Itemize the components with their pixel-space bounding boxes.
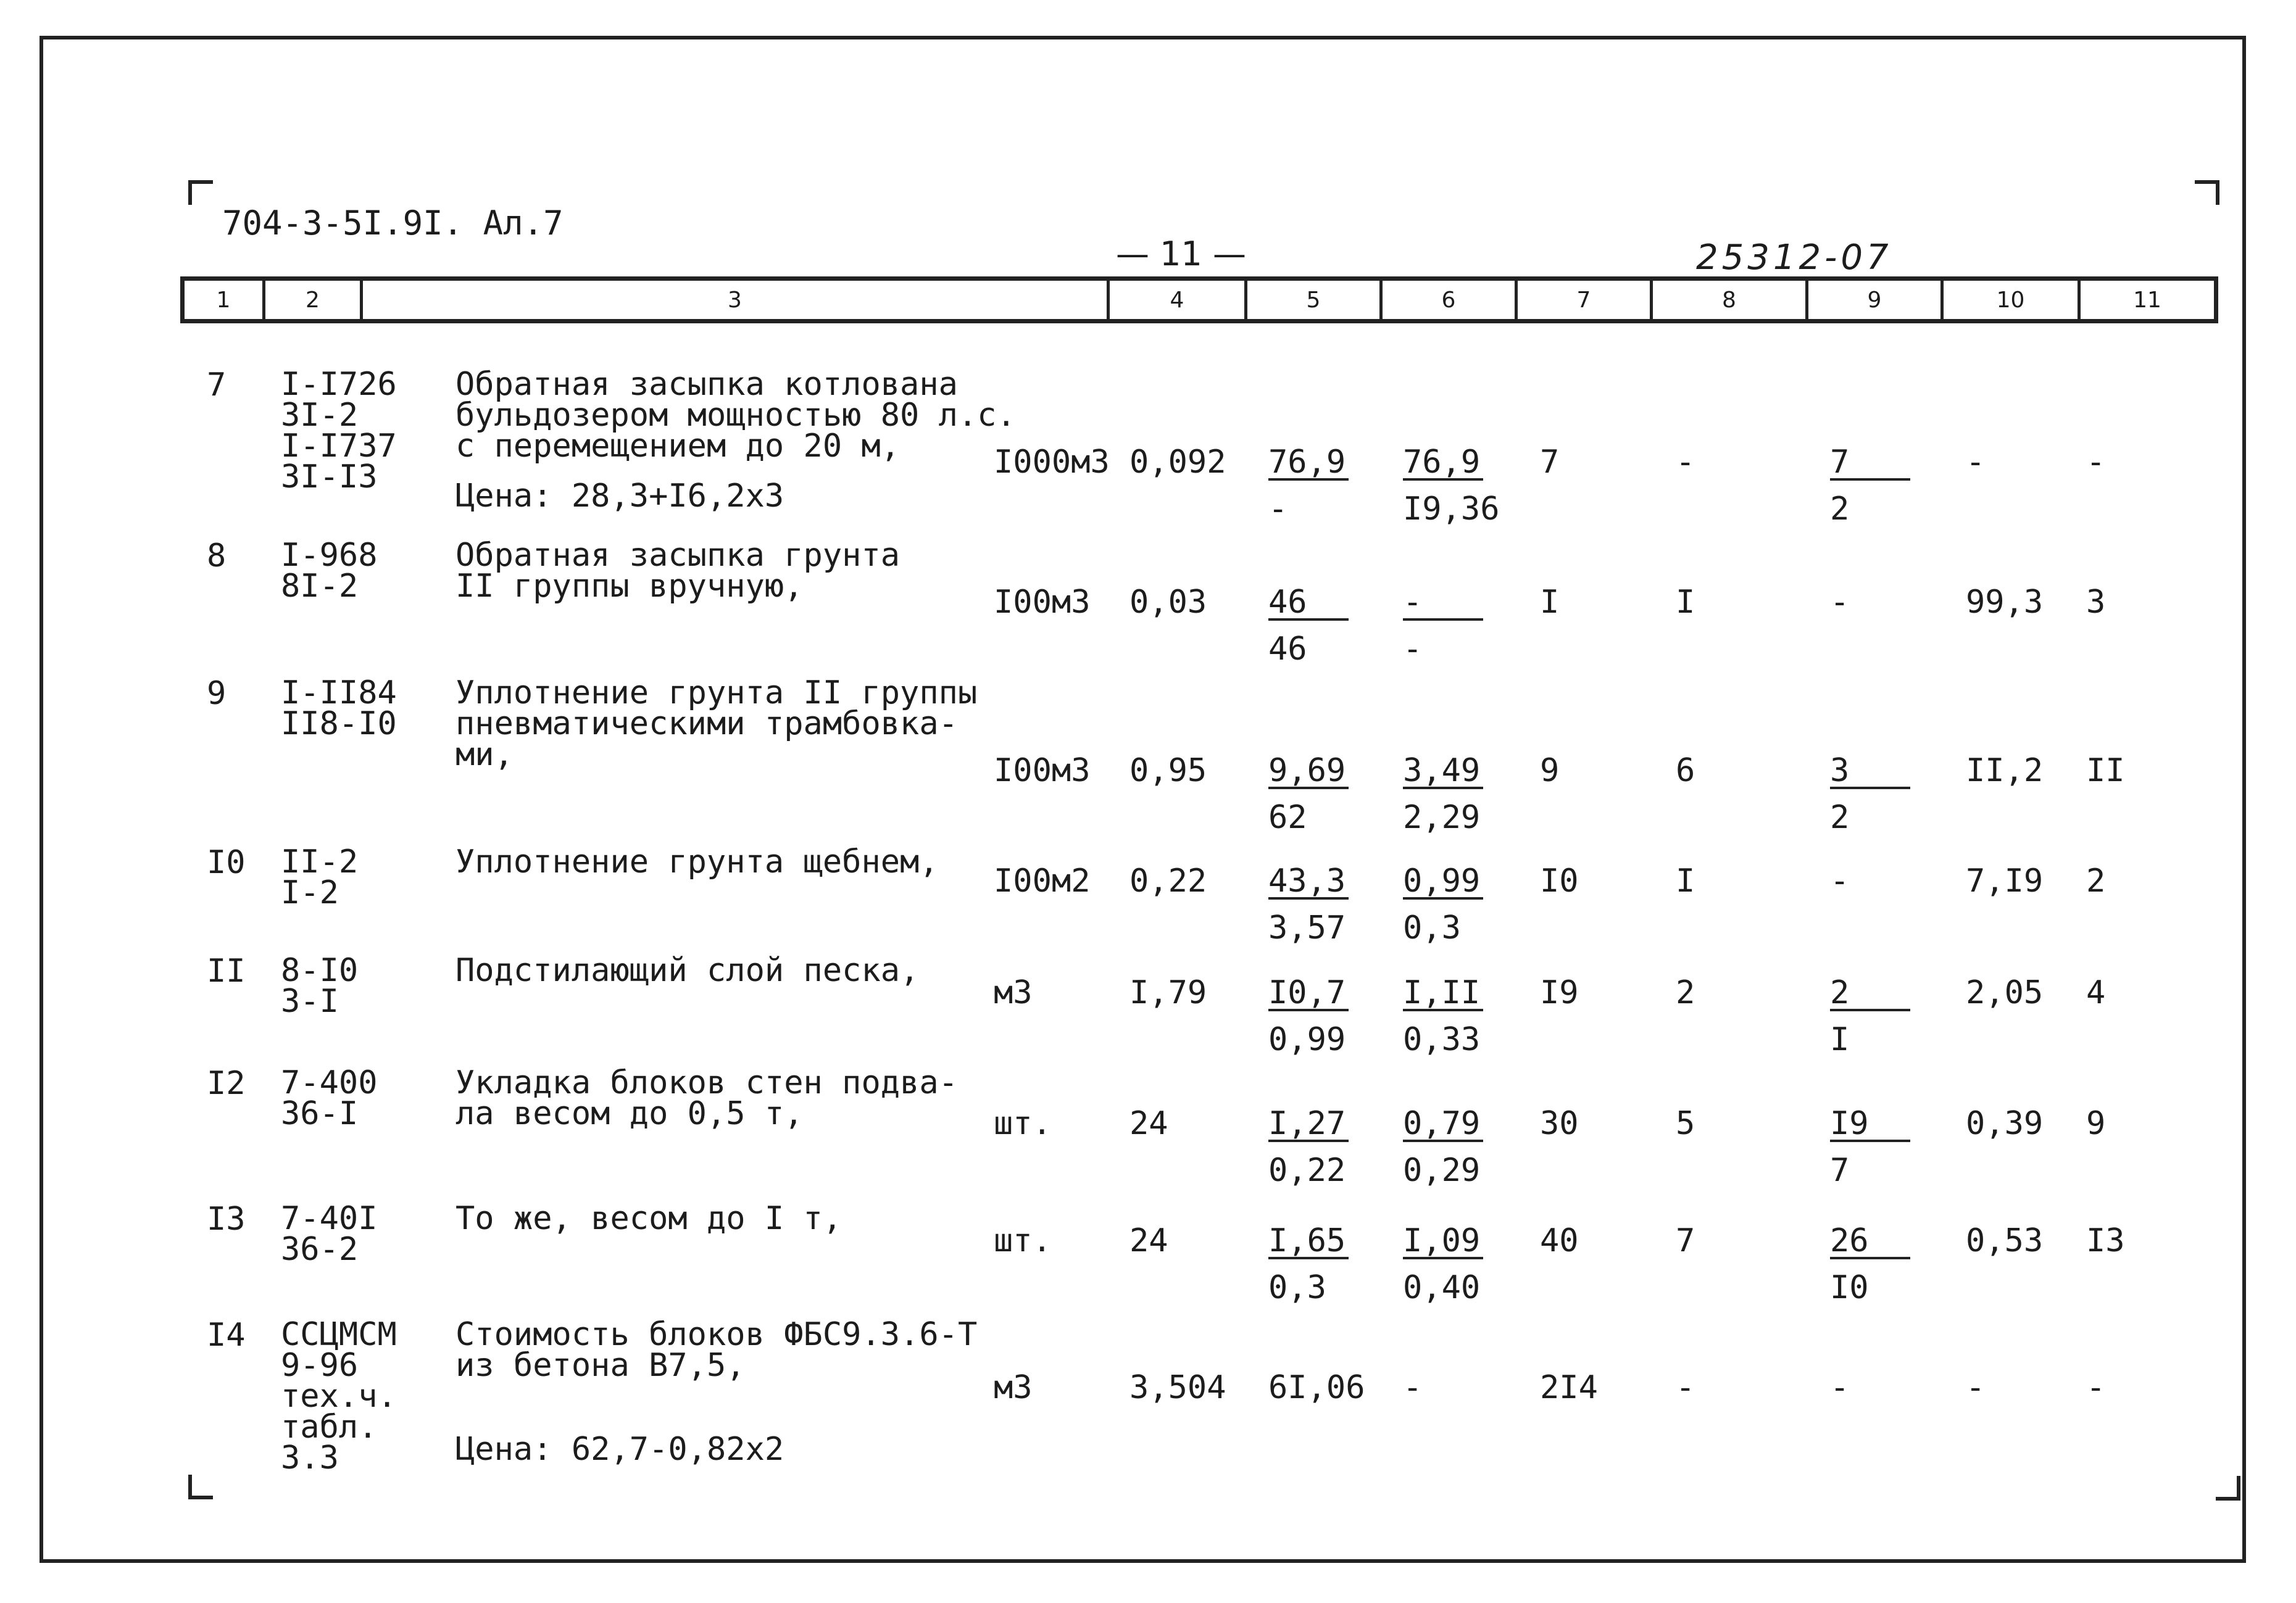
fraction-value xyxy=(1268,1369,1365,1406)
fraction-numerator: 9,69 xyxy=(1268,755,1349,789)
quantity: I,79 xyxy=(1129,974,1207,1011)
fraction-numerator: 46 xyxy=(1268,586,1349,621)
column-header: 6 xyxy=(1379,281,1515,319)
row-number: 9 xyxy=(207,675,227,712)
fraction-numerator: - xyxy=(1403,1369,1423,1406)
fraction-numerator: 26 xyxy=(1830,1225,1910,1259)
fraction-denominator: 2 xyxy=(1830,799,1850,836)
fraction-numerator: 0,99 xyxy=(1403,865,1483,900)
corner-mark-top-left xyxy=(188,180,213,205)
quantity: 0,95 xyxy=(1129,752,1207,789)
quantity: 0,092 xyxy=(1129,444,1226,481)
fraction-denominator: 0,40 xyxy=(1403,1269,1481,1306)
row-number: I2 xyxy=(207,1065,246,1102)
unit-of-measure: шт. xyxy=(994,1105,1052,1142)
quantity: 24 xyxy=(1129,1222,1168,1259)
work-description: То же, весом до I т, xyxy=(455,1200,842,1237)
corner-mark-bottom-left xyxy=(188,1475,213,1499)
row-number: I0 xyxy=(207,844,246,881)
column-11-value: 3 xyxy=(2086,584,2106,621)
row-number: 7 xyxy=(207,367,227,404)
fraction-numerator: I0,7 xyxy=(1268,977,1349,1011)
fraction-denominator: I xyxy=(1830,1021,1850,1058)
column-header: 7 xyxy=(1515,281,1650,319)
column-10-value: 2,05 xyxy=(1966,974,2044,1011)
fraction-value xyxy=(1830,584,1850,621)
fraction-numerator: 3,49 xyxy=(1403,755,1483,789)
fraction-denominator: 3,57 xyxy=(1268,909,1346,946)
fraction-denominator: - xyxy=(1403,631,1423,668)
fraction-numerator: 6I,06 xyxy=(1268,1369,1365,1406)
fraction-value xyxy=(1830,974,1910,1058)
corner-mark-top-right xyxy=(2195,180,2219,205)
row-number: I4 xyxy=(207,1317,246,1354)
row-number: I3 xyxy=(207,1201,246,1238)
fraction-value xyxy=(1403,974,1483,1058)
column-11-value: I3 xyxy=(2086,1222,2125,1259)
quantity: 0,03 xyxy=(1129,584,1207,621)
fraction-value xyxy=(1403,752,1483,836)
column-7-value: 2I4 xyxy=(1540,1369,1598,1406)
fraction-value xyxy=(1830,444,1910,528)
fraction-denominator: - xyxy=(1268,491,1288,528)
work-description: Обратная засыпка грунта II группы вручную, xyxy=(455,537,901,605)
column-header: 10 xyxy=(1940,281,2078,319)
column-header: 3 xyxy=(360,281,1107,319)
column-7-value: 9 xyxy=(1540,752,1560,789)
column-7-value: I0 xyxy=(1540,863,1579,900)
fraction-numerator: I,09 xyxy=(1403,1225,1483,1259)
fraction-numerator: I,27 xyxy=(1268,1108,1349,1142)
fraction-numerator: 43,3 xyxy=(1268,865,1349,900)
row-number: 8 xyxy=(207,537,227,574)
unit-of-measure: шт. xyxy=(994,1222,1052,1259)
fraction-numerator: 0,79 xyxy=(1403,1108,1483,1142)
fraction-value xyxy=(1268,974,1349,1058)
column-header: 2 xyxy=(262,281,360,319)
column-7-value: I xyxy=(1540,584,1560,621)
fraction-value xyxy=(1268,584,1349,668)
fraction-value xyxy=(1403,1105,1483,1189)
fraction-value xyxy=(1268,1105,1349,1189)
fraction-numerator: 3 xyxy=(1830,755,1910,789)
column-8-value: - xyxy=(1676,1369,1695,1406)
column-11-value: - xyxy=(2086,1369,2106,1406)
column-7-value: 40 xyxy=(1540,1222,1579,1259)
work-description: Укладка блоков стен подва- ла весом до 0,5 т, xyxy=(455,1064,958,1132)
norm-code: 7-40I 36-2 xyxy=(281,1200,378,1268)
column-header: 11 xyxy=(2078,281,2214,319)
column-8-value: I xyxy=(1676,584,1695,621)
column-7-value: 30 xyxy=(1540,1105,1579,1142)
unit-of-measure: I00м3 xyxy=(994,752,1091,789)
column-10-value: 7,I9 xyxy=(1966,863,2044,900)
price-formula: Цена: 62,7-0,82x2 xyxy=(455,1431,784,1468)
fraction-numerator: 7 xyxy=(1830,446,1910,481)
fraction-denominator: I9,36 xyxy=(1403,491,1500,528)
fraction-denominator: 0,3 xyxy=(1268,1269,1326,1306)
column-11-value: 2 xyxy=(2086,863,2106,900)
column-header: 8 xyxy=(1650,281,1805,319)
fraction-numerator: 2 xyxy=(1830,977,1910,1011)
fraction-denominator: 0,22 xyxy=(1268,1152,1346,1189)
fraction-denominator: 7 xyxy=(1830,1152,1850,1189)
work-description: Уплотнение грунта II группы пневматическими трамбовка- ми, xyxy=(455,674,978,773)
fraction-denominator: 2 xyxy=(1830,491,1850,528)
column-8-value: 5 xyxy=(1676,1105,1695,1142)
fraction-value xyxy=(1403,863,1483,946)
column-10-value: 0,39 xyxy=(1966,1105,2044,1142)
fraction-value xyxy=(1830,1222,1910,1306)
fraction-numerator: - xyxy=(1830,863,1850,900)
norm-code: 8-I0 3-I xyxy=(281,952,359,1020)
work-description: Уплотнение грунта щебнем, xyxy=(455,843,939,880)
norm-code: II-2 I-2 xyxy=(281,843,359,911)
fraction-denominator: I0 xyxy=(1830,1269,1869,1306)
column-8-value: 2 xyxy=(1676,974,1695,1011)
fraction-value xyxy=(1403,1222,1483,1306)
fraction-value xyxy=(1268,1222,1349,1306)
fraction-value xyxy=(1830,863,1850,900)
column-header: 4 xyxy=(1107,281,1244,319)
fraction-value xyxy=(1403,584,1483,668)
fraction-denominator: 0,29 xyxy=(1403,1152,1481,1189)
fraction-numerator: - xyxy=(1403,586,1483,621)
norm-code: 7-400 36-I xyxy=(281,1064,378,1132)
fraction-value xyxy=(1268,752,1349,836)
column-header-row xyxy=(180,276,2218,323)
fraction-numerator: - xyxy=(1830,584,1850,621)
unit-of-measure: I000м3 xyxy=(994,444,1110,481)
fraction-value xyxy=(1830,752,1910,836)
unit-of-measure: м3 xyxy=(994,974,1033,1011)
fraction-value xyxy=(1268,863,1349,946)
column-8-value: 6 xyxy=(1676,752,1695,789)
page-number: — 11 — xyxy=(1116,234,1247,273)
unit-of-measure: I00м3 xyxy=(994,584,1091,621)
fraction-denominator: 0,33 xyxy=(1403,1021,1481,1058)
column-10-value: 99,3 xyxy=(1966,584,2044,621)
column-10-value: 0,53 xyxy=(1966,1222,2044,1259)
column-8-value: - xyxy=(1676,444,1695,481)
column-11-value: II xyxy=(2086,752,2125,789)
price-formula: Цена: 28,3+I6,2x3 xyxy=(455,478,784,515)
work-description: Обратная засыпка котлована бульдозером мощностью 80 л.с. с перемещением до 20 м, xyxy=(455,366,1016,465)
fraction-numerator: - xyxy=(1830,1369,1850,1406)
column-10-value: - xyxy=(1966,1369,1986,1406)
work-description: Стоимость блоков ФБС9.3.6-Т из бетона В7,5, xyxy=(455,1316,978,1384)
column-8-value: 7 xyxy=(1676,1222,1695,1259)
fraction-numerator: I9 xyxy=(1830,1108,1910,1142)
work-description: Подстилающий слой песка, xyxy=(455,952,920,989)
column-10-value: II,2 xyxy=(1966,752,2044,789)
unit-of-measure: м3 xyxy=(994,1369,1033,1406)
column-header: 9 xyxy=(1805,281,1940,319)
quantity: 0,22 xyxy=(1129,863,1207,900)
quantity: 3,504 xyxy=(1129,1369,1226,1406)
fraction-numerator: 76,9 xyxy=(1403,446,1483,481)
column-11-value: 9 xyxy=(2086,1105,2106,1142)
column-header: 5 xyxy=(1244,281,1379,319)
fraction-value xyxy=(1830,1369,1850,1406)
column-11-value: - xyxy=(2086,444,2106,481)
fraction-numerator: I,65 xyxy=(1268,1225,1349,1259)
fraction-denominator: 0,99 xyxy=(1268,1021,1346,1058)
fraction-denominator: 0,3 xyxy=(1403,909,1461,946)
unit-of-measure: I00м2 xyxy=(994,863,1091,900)
norm-code: I-968 8I-2 xyxy=(281,537,378,605)
document-number: 25312-07 xyxy=(1696,238,1892,278)
fraction-denominator: 46 xyxy=(1268,631,1307,668)
fraction-numerator: I,II xyxy=(1403,977,1483,1011)
quantity: 24 xyxy=(1129,1105,1168,1142)
column-7-value: I9 xyxy=(1540,974,1579,1011)
column-7-value: 7 xyxy=(1540,444,1560,481)
fraction-value xyxy=(1268,444,1349,528)
column-11-value: 4 xyxy=(2086,974,2106,1011)
document-code: 704-3-5I.9I. Ал.7 xyxy=(222,204,564,242)
norm-code: I-II84 II8-I0 xyxy=(281,674,397,742)
column-header: 1 xyxy=(216,287,231,313)
corner-mark-bottom-right xyxy=(2216,1476,2240,1501)
fraction-value xyxy=(1830,1105,1910,1189)
fraction-denominator: 2,29 xyxy=(1403,799,1481,836)
norm-code: ССЦМСМ 9-96 тех.ч. табл. 3.3 xyxy=(281,1316,397,1477)
column-10-value: - xyxy=(1966,444,1986,481)
fraction-value xyxy=(1403,1369,1423,1406)
fraction-value xyxy=(1403,444,1500,528)
fraction-numerator: 76,9 xyxy=(1268,446,1349,481)
row-number: II xyxy=(207,953,246,990)
fraction-denominator: 62 xyxy=(1268,799,1307,836)
norm-code: I-I726 3I-2 I-I737 3I-I3 xyxy=(281,366,397,495)
column-8-value: I xyxy=(1676,863,1695,900)
